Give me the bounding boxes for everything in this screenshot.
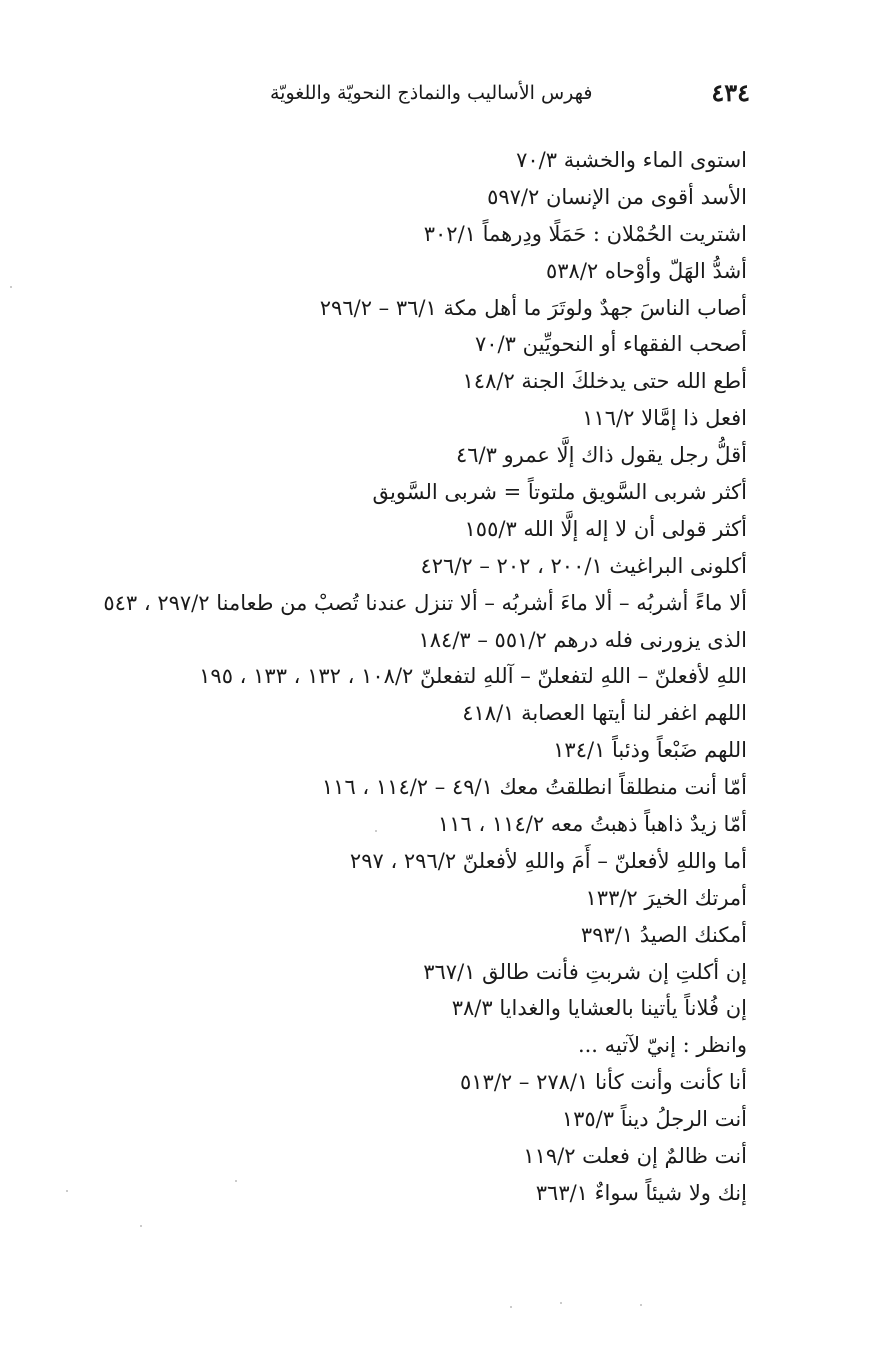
index-entry: أنت الرجلُ ديناً ١٣٥/٣ xyxy=(561,1107,747,1132)
index-entry: إنك ولا شيئاً سواءٌ ٣٦٣/١ xyxy=(535,1180,747,1205)
index-entry: أكثر قولى أن لا إله إلَّا الله ١٥٥/٣ xyxy=(464,516,747,541)
index-entry: الأسد أقوى من الإنسان ٥٩٧/٢ xyxy=(487,184,747,209)
running-title: فهرس الأساليب والنماذج النحويّة واللغويّة xyxy=(270,82,593,104)
index-entry: أقلُّ رجل يقول ذاك إلَّا عمرو ٤٦/٣ xyxy=(455,443,747,468)
scan-speck xyxy=(235,1180,237,1182)
index-entry: أنت ظالمٌ إن فعلت ١١٩/٢ xyxy=(523,1144,747,1169)
scan-speck xyxy=(66,1190,68,1192)
index-entry: أنا كأنت وأنت كأنا ٢٧٨/١ – ٥١٣/٢ xyxy=(460,1070,747,1095)
index-entry: أما واللهِ لأفعلنّ – أَمَ واللهِ لأفعلنّ ٢٩٦/٢ ، ٢٩٧ xyxy=(349,848,747,873)
index-entry: أصحب الفقهاء أو النحويِّين ٧٠/٣ xyxy=(474,332,747,357)
scan-speck xyxy=(140,1225,142,1227)
scan-speck xyxy=(560,1302,562,1304)
index-entry: اللهم اغفر لنا أيتها العصابة ٤١٨/١ xyxy=(462,701,747,726)
scan-speck xyxy=(10,286,12,288)
index-entry: أصاب الناسَ جهدٌ ولوتَرَ ما أهل مكة ٣٦/١ – ٢٩٦/٢ xyxy=(319,295,747,320)
scan-speck xyxy=(640,1304,642,1306)
index-entry: أمّا أنت منطلقاً انطلقتُ معك ٤٩/١ – ١١٤/٢ ، ١١٦ xyxy=(321,775,747,800)
index-entry: أكلونى البراغيث ٢٠٠/١ ، ٢٠٢ – ٤٢٦/٢ xyxy=(420,553,747,578)
index-entry: اللهِ لأفعلنّ – اللهِ لتفعلنّ – آللهِ لتفعلنّ ١٠٨/٢ ، ١٣٢ ، ١٣٣ ، ١٩٥ xyxy=(199,664,747,689)
page-header xyxy=(270,78,750,114)
index-entry: أشدُّ الهَلّ وأوْحاه ٥٣٨/٢ xyxy=(546,258,747,283)
index-entry: أمّا زيدٌ ذاهباً ذهبتُ معه ١١٤/٢ ، ١١٦ xyxy=(437,812,747,837)
page-number: ٤٣٤ xyxy=(711,78,750,107)
index-entry: إن أكلتِ إن شربتِ فأنت طالق ٣٦٧/١ xyxy=(423,959,747,984)
index-entries-list xyxy=(87,142,747,1212)
index-entry: افعل ذا إمَّالا ١١٦/٢ xyxy=(582,406,747,431)
index-entry: اشتريت الحُمْلان : حَمَلًا ودِرهماً ٣٠٢/١ xyxy=(423,221,747,246)
index-entry: الذى يزورنى فله درهم ٥٥١/٢ – ١٨٤/٣ xyxy=(418,627,747,652)
index-entry: أمرتك الخيرَ ١٣٣/٢ xyxy=(585,885,747,910)
index-entry: استوى الماء والخشبة ٧٠/٣ xyxy=(516,148,747,172)
index-entry: أكثر شربى السَّويق ملتوتاً = شربى السَّويق xyxy=(372,480,747,505)
index-entry: أمكنك الصيدُ ٣٩٣/١ xyxy=(580,922,747,947)
index-entry: اللهم ضَبْعاً وذئباً ١٣٤/١ xyxy=(553,738,747,763)
index-entry: ألا ماءً أشربُه – ألا ماءَ أشربُه – ألا تنزل عندنا تُصبْ من طعامنا ٢٩٧/٢ ، ٥٤٣ xyxy=(103,590,747,615)
scan-speck xyxy=(375,830,377,832)
index-entry: وانظر : إنيّ لآتيه ... xyxy=(577,1033,747,1058)
index-entry: أطع الله حتى يدخلكَ الجنة ١٤٨/٢ xyxy=(462,369,747,394)
scan-speck xyxy=(510,1306,512,1308)
index-entry: إن فُلاناً يأتينا بالعشايا والغدايا ٣٨/٣ xyxy=(451,996,747,1021)
